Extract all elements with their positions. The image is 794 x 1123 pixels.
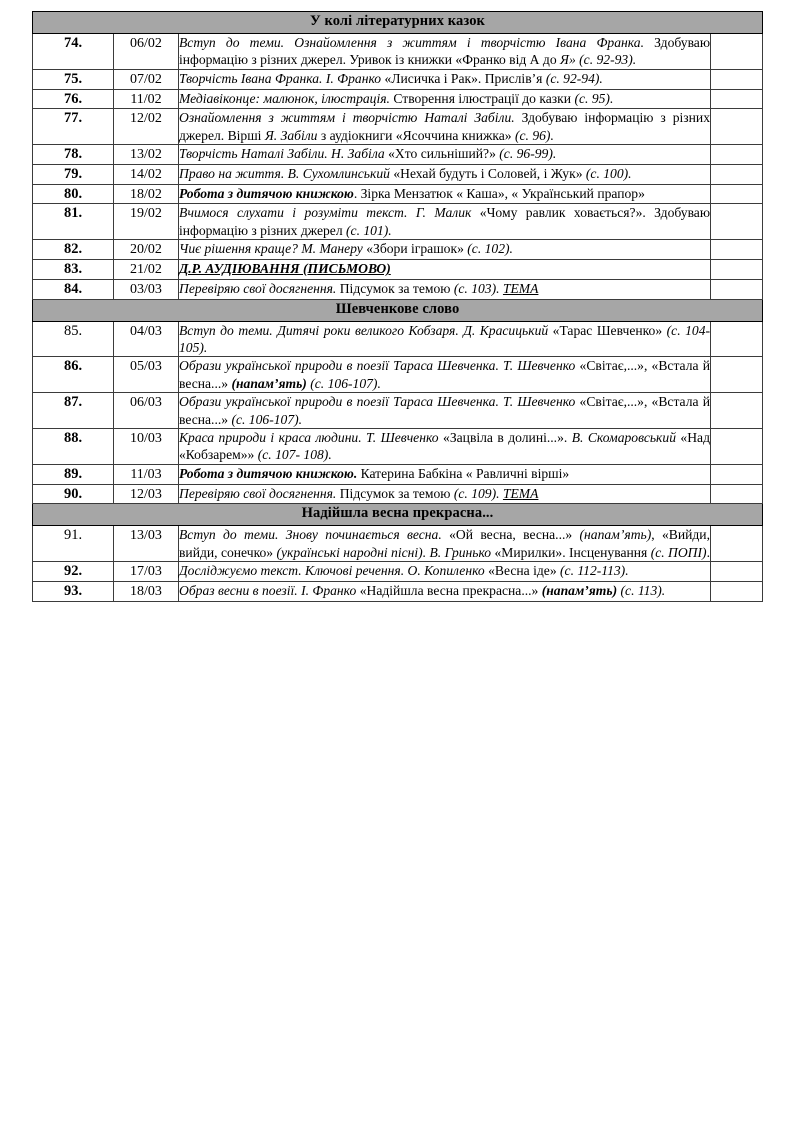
lesson-content-part: (с. 104-105). — [179, 322, 711, 355]
lesson-note-cell[interactable] — [711, 69, 763, 89]
section-header-row — [33, 12, 763, 34]
lesson-content-part: ТЕМА — [502, 485, 539, 501]
lesson-number: 87. — [63, 394, 83, 411]
lesson-content-part: ТЕМА — [502, 280, 539, 296]
lesson-number: 90. — [63, 485, 83, 502]
lesson-note-cell[interactable] — [711, 321, 763, 357]
lesson-date-cell — [114, 33, 179, 69]
lesson-content-cell — [179, 145, 711, 165]
lesson-content-cell — [179, 184, 711, 204]
lesson-number: 74. — [63, 34, 83, 51]
lesson-content-cell — [179, 164, 711, 184]
lesson-date: 17/03 — [130, 564, 162, 580]
lesson-content-part: (напам’ять) — [579, 527, 652, 543]
lesson-date: 06/03 — [130, 395, 162, 411]
lesson-content-cell — [179, 428, 711, 464]
lesson-plan-table — [32, 11, 763, 602]
lesson-number: 92. — [63, 563, 83, 580]
table-row — [33, 484, 763, 504]
table-row — [33, 562, 763, 582]
lesson-content-part: В. Скомаровський — [571, 429, 676, 445]
lesson-note-cell[interactable] — [711, 109, 763, 145]
lesson-content-part: Вступ до теми. Дитячі роки великого Кобзаря. Д. Красицький — [179, 322, 549, 338]
lesson-content-part: Здобуваю інформацію з різних джерел. Вірші — [179, 110, 710, 143]
table-row — [33, 581, 763, 601]
lesson-content-part: (с. 107- 108). — [257, 447, 332, 463]
lesson-number-cell — [33, 562, 114, 582]
lesson-content-cell — [179, 321, 711, 357]
lesson-content-cell — [179, 69, 711, 89]
lesson-plan-body — [33, 12, 763, 602]
lesson-content — [179, 562, 710, 579]
lesson-content-part: (с. 100). — [585, 165, 632, 181]
lesson-content-part: «Весна іде» — [484, 563, 561, 579]
lesson-number: 85. — [63, 322, 83, 339]
lesson-date: 11/02 — [130, 91, 162, 107]
lesson-content-part: «Збори іграшок» — [362, 241, 468, 257]
lesson-date: 10/03 — [130, 430, 162, 446]
lesson-content-cell — [179, 464, 711, 484]
table-row — [33, 321, 763, 357]
lesson-content-part: Катерина Бабкіна « Равличні вірші» — [357, 465, 570, 481]
lesson-content — [179, 70, 710, 87]
lesson-content — [179, 485, 710, 502]
lesson-content-part: Створення ілюстрації до казки — [389, 90, 575, 106]
lesson-content-cell — [179, 240, 711, 260]
lesson-number-cell — [33, 321, 114, 357]
lesson-number-cell — [33, 581, 114, 601]
table-row — [33, 279, 763, 299]
lesson-number-cell — [33, 89, 114, 109]
lesson-date: 13/03 — [130, 528, 162, 544]
lesson-date-cell — [114, 321, 179, 357]
lesson-content — [179, 34, 710, 69]
lesson-content-part: Підсумок за темою — [336, 280, 454, 296]
lesson-content — [179, 109, 710, 144]
lesson-content-part: Вступ до теми. Знову починається весна. — [179, 527, 442, 543]
table-row — [33, 240, 763, 260]
lesson-date: 03/03 — [130, 281, 162, 297]
lesson-content-part: «Чому равлик ховається?». Здобуваю інформацію з різних джерел — [179, 205, 710, 238]
lesson-date: 12/03 — [130, 486, 162, 502]
lesson-content — [179, 357, 710, 392]
lesson-number-cell — [33, 240, 114, 260]
lesson-note-cell[interactable] — [711, 89, 763, 109]
lesson-number-cell — [33, 164, 114, 184]
lesson-content-part: (напам’ять) — [231, 375, 307, 391]
table-row — [33, 464, 763, 484]
lesson-content-part: «Світає,...», «Встала й весна...» — [179, 358, 710, 391]
table-row — [33, 164, 763, 184]
lesson-note-cell[interactable] — [711, 357, 763, 393]
lesson-date: 21/02 — [130, 262, 162, 278]
lesson-number: 82. — [63, 241, 83, 258]
lesson-number-cell — [33, 526, 114, 562]
lesson-note-cell[interactable] — [711, 145, 763, 165]
lesson-content-part: (українські народні пісні). В. Гринько — [276, 544, 492, 560]
lesson-content-part: (с. 95). — [574, 90, 614, 106]
lesson-content-part: Медіавіконце: малюнок, ілюстрація. — [179, 90, 390, 106]
lesson-content-part: Ознайомлення з життям і творчістю Наталі Забіли. — [179, 110, 515, 126]
lesson-note-cell[interactable] — [711, 562, 763, 582]
lesson-content — [179, 280, 710, 297]
lesson-date-cell — [114, 428, 179, 464]
lesson-content-part: (с. 92-93). — [579, 52, 637, 68]
lesson-number: 84. — [63, 280, 83, 297]
lesson-number: 80. — [63, 185, 83, 202]
lesson-note-cell[interactable] — [711, 279, 763, 299]
lesson-content — [179, 393, 710, 428]
lesson-content-part: Я. Забіли — [264, 127, 318, 143]
lesson-content-part: «Над «Кобзарем»» — [179, 429, 710, 463]
lesson-date-cell — [114, 164, 179, 184]
lesson-content-part: Творчість Наталі Забіли. Н. Забіла — [179, 146, 385, 162]
lesson-content-part: Вступ до теми. Ознайомлення з життям і творчістю Івана Франка. — [179, 34, 644, 50]
lesson-content-cell — [179, 260, 711, 280]
lesson-note-cell[interactable] — [711, 484, 763, 504]
lesson-content-part: з аудіокниги «Ясоччина книжка» — [317, 127, 515, 143]
lesson-content-part: Здобуваю інформацію з різних джерел. Уривок із книжки «Франко від А до — [179, 34, 710, 68]
lesson-content-part: (с. ПОПІ) — [650, 544, 707, 560]
section-title: У колі літературних казок — [310, 13, 485, 29]
lesson-date: 04/03 — [130, 323, 162, 339]
section-header-cell — [33, 299, 763, 321]
table-row — [33, 428, 763, 464]
lesson-number: 78. — [63, 146, 83, 163]
lesson-date: 07/02 — [130, 71, 162, 87]
section-header-row — [33, 504, 763, 526]
lesson-date: 14/02 — [130, 166, 162, 182]
lesson-date-cell — [114, 464, 179, 484]
lesson-content-part: «Хто сильніший?» — [384, 146, 500, 162]
lesson-date-cell — [114, 69, 179, 89]
lesson-content — [179, 90, 710, 107]
lesson-number-cell — [33, 260, 114, 280]
lesson-content-cell — [179, 279, 711, 299]
lesson-number: 75. — [63, 70, 83, 87]
table-row — [33, 184, 763, 204]
lesson-content-part: (с. 96-99). — [499, 146, 557, 162]
lesson-note-cell[interactable] — [711, 164, 763, 184]
lesson-note-cell[interactable] — [711, 581, 763, 601]
lesson-content-part: (напам’ять) — [541, 582, 618, 598]
lesson-content-part: Перевіряю свої досягнення. — [179, 485, 337, 501]
lesson-content — [179, 145, 710, 162]
lesson-note-cell[interactable] — [711, 464, 763, 484]
table-row — [33, 526, 763, 562]
lesson-date-cell — [114, 260, 179, 280]
lesson-date-cell — [114, 357, 179, 393]
lesson-date: 20/02 — [130, 242, 162, 258]
lesson-number-cell — [33, 184, 114, 204]
lesson-note-cell[interactable] — [711, 260, 763, 280]
lesson-number-cell — [33, 69, 114, 89]
lesson-content-part: (с. 103). — [453, 280, 500, 296]
lesson-date-cell — [114, 109, 179, 145]
lesson-content-part: «Лисичка і Рак». Прислів’я — [381, 70, 546, 86]
lesson-content-part: Образи української природи в поезії Тараса Шевченка. Т. Шевченко — [179, 358, 576, 374]
table-row — [33, 109, 763, 145]
lesson-content-part: Перевіряю свої досягнення. — [179, 280, 337, 296]
lesson-number: 79. — [63, 165, 83, 182]
lesson-number: 86. — [63, 358, 83, 375]
lesson-content-cell — [179, 562, 711, 582]
lesson-content — [179, 165, 710, 182]
lesson-content-part: Образ весни в поезії. І. Франко — [179, 582, 357, 598]
lesson-content-part: Робота з дитячою книжкою. — [179, 465, 358, 481]
lesson-date: 06/02 — [130, 35, 162, 51]
lesson-content-cell — [179, 204, 711, 240]
lesson-number: 93. — [63, 582, 83, 599]
lesson-note-cell[interactable] — [711, 393, 763, 429]
lesson-content — [179, 526, 710, 561]
lesson-content-part: «Мирилки». Інсценування — [491, 544, 651, 560]
lesson-content-part: «Нехай будуть і Соловей, і Жук» — [389, 165, 586, 181]
lesson-content-cell — [179, 89, 711, 109]
lesson-date-cell — [114, 240, 179, 260]
lesson-date: 18/03 — [130, 583, 162, 599]
lesson-content — [179, 582, 710, 599]
lesson-content — [179, 429, 710, 464]
lesson-content-cell — [179, 109, 711, 145]
section-header-cell — [33, 12, 763, 34]
lesson-content-part: Чиє рішення краще? М. Манеру — [179, 241, 363, 257]
lesson-number: 83. — [63, 261, 83, 278]
lesson-number: 76. — [63, 90, 83, 107]
lesson-note-cell[interactable] — [711, 526, 763, 562]
lesson-content-part: Краса природи і краса людини. Т. Шевченко — [179, 429, 439, 445]
lesson-number: 91. — [63, 527, 83, 544]
table-row — [33, 33, 763, 69]
lesson-number-cell — [33, 145, 114, 165]
lesson-note-cell[interactable] — [711, 184, 763, 204]
lesson-content-part: Робота з дитячою книжкою — [179, 185, 354, 201]
lesson-date: 18/02 — [130, 186, 162, 202]
lesson-note-cell[interactable] — [711, 33, 763, 69]
lesson-number: 81. — [63, 205, 83, 222]
lesson-date: 12/02 — [130, 111, 162, 127]
lesson-date-cell — [114, 581, 179, 601]
lesson-number-cell — [33, 484, 114, 504]
lesson-content-cell — [179, 484, 711, 504]
lesson-number-cell — [33, 279, 114, 299]
lesson-date-cell — [114, 145, 179, 165]
lesson-content-cell — [179, 581, 711, 601]
lesson-content-part: (с. 106-107). — [231, 411, 303, 427]
table-row — [33, 69, 763, 89]
table-row — [33, 89, 763, 109]
lesson-number-cell — [33, 464, 114, 484]
lesson-date-cell — [114, 204, 179, 240]
lesson-date-cell — [114, 484, 179, 504]
lesson-date: 05/03 — [130, 359, 162, 375]
table-row — [33, 260, 763, 280]
lesson-number: 88. — [63, 429, 83, 446]
lesson-number-cell — [33, 204, 114, 240]
lesson-date-cell — [114, 562, 179, 582]
lesson-date-cell — [114, 393, 179, 429]
lesson-content-part: (с. 96). — [514, 127, 554, 143]
lesson-content-part: «Зацвіла в долині...». — [438, 429, 572, 445]
lesson-content-part: , «Вийди, вийди, сонечко» — [179, 527, 710, 560]
lesson-content-part: . Зірка Мензатюк « Каша», « Український прапор» — [353, 185, 645, 201]
lesson-date: 11/03 — [130, 466, 162, 482]
section-header-cell — [33, 504, 763, 526]
lesson-content — [179, 204, 710, 239]
section-header-row — [33, 299, 763, 321]
lesson-content-part: (с. 112-113). — [560, 563, 629, 579]
lesson-content-part: Право на життя. В. Сухомлинський — [179, 165, 390, 181]
lesson-number: 89. — [63, 465, 83, 482]
lesson-content-part: «Тарас Шевченко» — [548, 322, 667, 338]
lesson-content-part: (с. 113). — [620, 582, 666, 598]
lesson-content-part: (с. 92-94). — [545, 70, 603, 86]
lesson-note-cell[interactable] — [711, 204, 763, 240]
lesson-note-cell[interactable] — [711, 428, 763, 464]
lesson-date-cell — [114, 89, 179, 109]
lesson-content — [179, 185, 710, 202]
lesson-content-part: Образи української природи в поезії Тараса Шевченка. Т. Шевченко — [179, 394, 576, 410]
lesson-content-part: (с. 109). — [453, 485, 500, 501]
lesson-content-cell — [179, 357, 711, 393]
lesson-date: 19/02 — [130, 206, 162, 222]
lesson-number-cell — [33, 109, 114, 145]
lesson-number-cell — [33, 393, 114, 429]
lesson-content — [179, 260, 710, 277]
section-title: Надійшла весна прекрасна... — [301, 505, 494, 522]
lesson-content-cell — [179, 393, 711, 429]
lesson-number-cell — [33, 33, 114, 69]
lesson-content-part: (с. 106-107). — [310, 375, 381, 391]
table-row — [33, 393, 763, 429]
lesson-note-cell[interactable] — [711, 240, 763, 260]
lesson-date-cell — [114, 279, 179, 299]
lesson-content-part: Д.Р. АУДІЮВАННЯ (ПИСЬМОВО) — [179, 261, 391, 277]
lesson-content — [179, 240, 710, 257]
table-row — [33, 204, 763, 240]
lesson-content-part: Я» — [560, 52, 576, 68]
lesson-content-part: (с. 101). — [346, 222, 392, 238]
lesson-content-part: Вчимося слухати і розуміти текст. Г. Малик — [179, 205, 472, 221]
lesson-date: 13/02 — [130, 147, 162, 163]
lesson-content-part: (с. 102). — [467, 241, 513, 257]
lesson-content-part: Досліджуємо текст. Ключові речення. О. Копиленко — [179, 563, 485, 579]
lesson-content-part: . — [706, 544, 710, 560]
lesson-number: 77. — [63, 110, 83, 127]
lesson-number-cell — [33, 428, 114, 464]
lesson-content-part: Творчість Івана Франка. І. Франко — [179, 70, 382, 86]
lesson-number-cell — [33, 357, 114, 393]
lesson-content — [179, 465, 710, 482]
lesson-content-part: Підсумок за темою — [336, 485, 454, 501]
lesson-content — [179, 322, 710, 357]
lesson-content-cell — [179, 33, 711, 69]
lesson-content-part: «Ой весна, весна...» — [441, 527, 580, 543]
lesson-content-part: «Світає,...», «Встала й весна...» — [179, 394, 710, 427]
section-title: Шевченкове слово — [335, 300, 460, 317]
lesson-date-cell — [114, 184, 179, 204]
lesson-content-part: «Надійшла весна прекрасна...» — [356, 582, 542, 598]
lesson-date-cell — [114, 526, 179, 562]
lesson-content-cell — [179, 526, 711, 562]
table-row — [33, 145, 763, 165]
table-row — [33, 357, 763, 393]
